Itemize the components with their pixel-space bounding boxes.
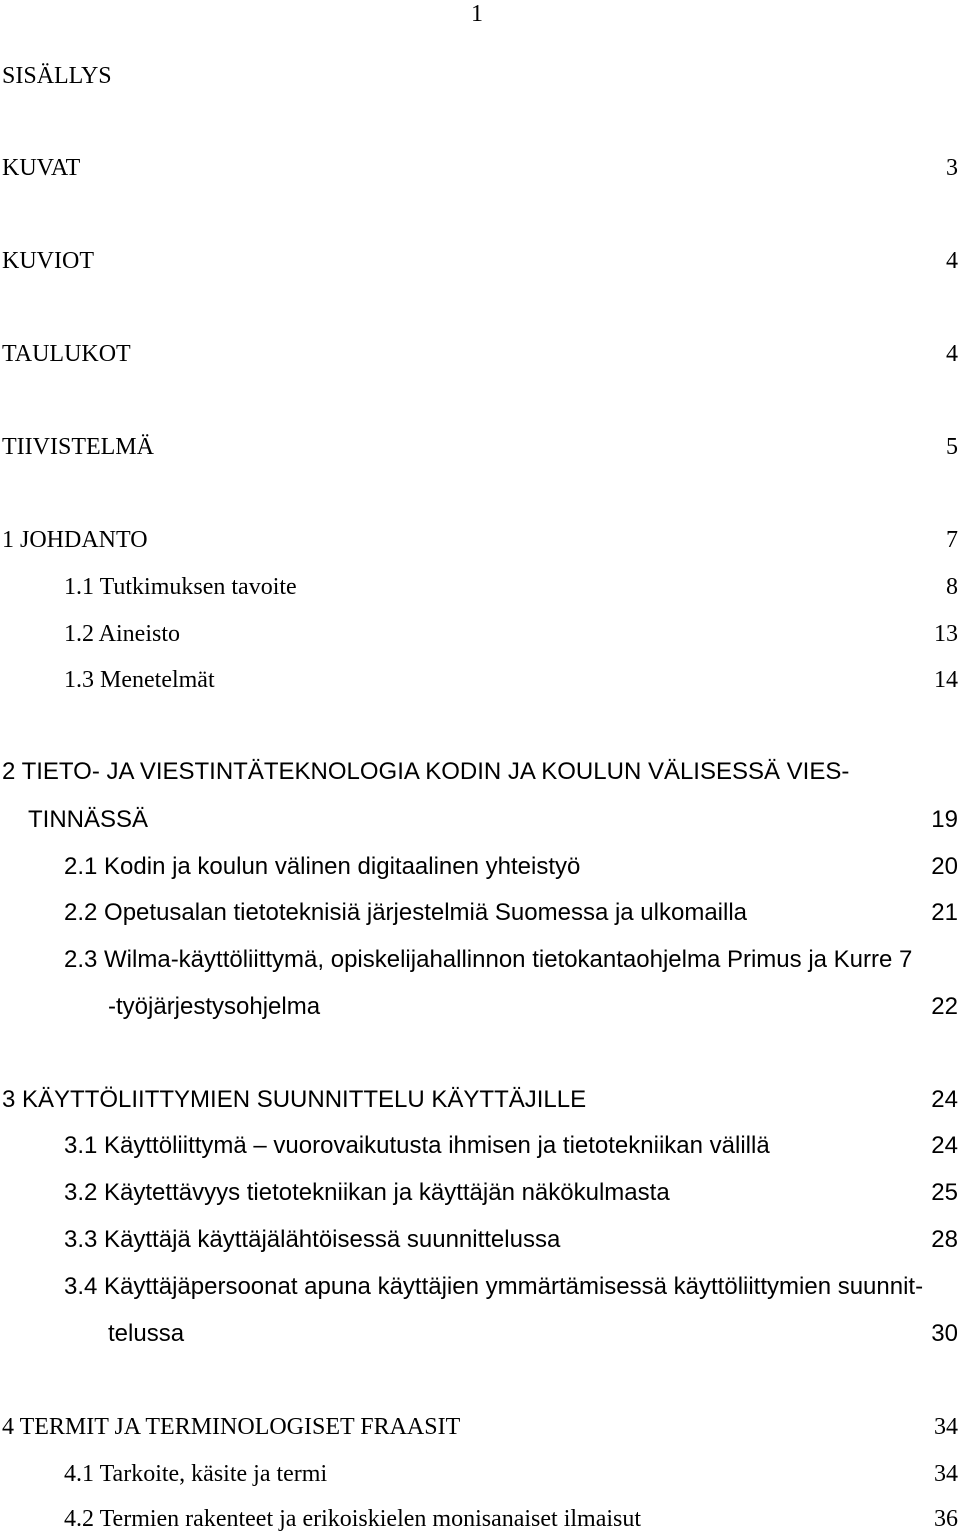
toc-entry-text: 3.4 Käyttäjäpersoonat apuna käyttäjien ymmärtämisessä käyttöliittymien suunnit- (64, 1273, 924, 1300)
toc-entry-text: KUVAT (2, 155, 81, 181)
toc-entry-text: 3 KÄYTTÖLIITTYMIEN SUUNNITTELU KÄYTTÄJILLE (2, 1086, 587, 1113)
toc-entry-page: 14 (934, 667, 958, 693)
toc-entry-text: 4 TERMIT JA TERMINOLOGISET FRAASIT (2, 1414, 461, 1440)
toc-entry-page: 5 (946, 434, 958, 460)
toc-entry-text: 2.1 Kodin ja koulun välinen digitaalinen yhteistyö (64, 853, 581, 880)
toc-entry-text: TAULUKOT (2, 341, 131, 367)
toc-entry-page: 21 (931, 899, 958, 926)
toc-entry-page: 19 (931, 806, 958, 833)
toc-entry-page: 28 (931, 1226, 958, 1253)
toc-entry-page: 4 (946, 248, 958, 274)
toc-entry-text: telussa (108, 1320, 185, 1347)
toc-entry-page: 7 (946, 527, 958, 553)
toc-entry-text: 4.2 Termien rakenteet ja erikoiskielen monisanaiset ilmaisut (64, 1506, 642, 1532)
toc-entry-text: 1.1 Tutkimuksen tavoite (64, 574, 297, 600)
toc-entry-page: 4 (946, 341, 958, 367)
toc-title: SISÄLLYS (2, 63, 112, 89)
toc-entry-text: 3.1 Käyttöliittymä – vuorovaikutusta ihmisen ja tietotekniikan välillä (64, 1132, 770, 1159)
toc-entry-page: 20 (931, 853, 958, 880)
toc-entry-text: 1.2 Aineisto (64, 621, 181, 647)
toc-entry-text: 1.3 Menetelmät (64, 667, 215, 693)
toc-entry-text: 2 TIETO- JA VIESTINTÄTEKNOLOGIA KODIN JA KOULUN VÄLISESSÄ VIES- (2, 758, 850, 785)
toc-entry-page: 34 (934, 1461, 958, 1487)
toc-entry-text: 2.2 Opetusalan tietoteknisiä järjestelmiä Suomessa ja ulkomailla (64, 899, 748, 926)
toc-entry-text: TIIVISTELMÄ (2, 434, 154, 460)
toc-entry-page: 13 (934, 621, 958, 647)
toc-entry-text: 3.2 Käytettävyys tietotekniikan ja käyttäjän näkökulmasta (64, 1179, 670, 1206)
toc-entry-text: 4.1 Tarkoite, käsite ja termi (64, 1461, 328, 1487)
toc-entry-page: 24 (931, 1132, 958, 1159)
toc-entry-text: TINNÄSSÄ (28, 806, 149, 833)
toc-entry-page: 22 (931, 993, 958, 1020)
toc-entry-text: 3.3 Käyttäjä käyttäjälähtöisessä suunnittelussa (64, 1226, 561, 1253)
page-number: 1 (471, 1, 483, 27)
toc-entry-page: 36 (934, 1506, 958, 1532)
toc-entry-page: 3 (946, 155, 958, 181)
toc-entry-text: 1 JOHDANTO (2, 527, 148, 553)
toc-entry-text: KUVIOT (2, 248, 94, 274)
toc-entry-page: 30 (931, 1320, 958, 1347)
toc-entry-page: 34 (934, 1414, 958, 1440)
toc-entry-page: 24 (931, 1086, 958, 1113)
toc-entry-page: 8 (946, 574, 958, 600)
toc-entry-text: -työjärjestysohjelma (108, 993, 321, 1020)
toc-entry-page: 25 (931, 1179, 958, 1206)
toc-entry-text: 2.3 Wilma-käyttöliittymä, opiskelijahallinnon tietokantaohjelma Primus ja Kurre 7 (64, 946, 913, 973)
